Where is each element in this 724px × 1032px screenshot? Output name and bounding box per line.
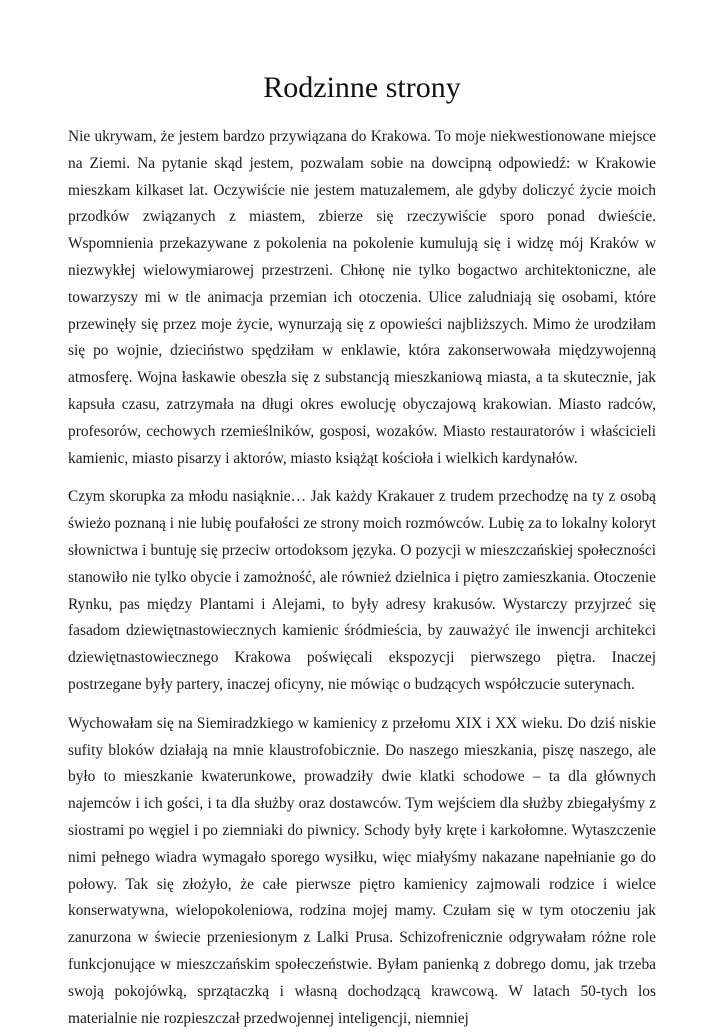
paragraph-3: Wychowałam się na Siemiradzkiego w kamienicy z przełomu XIX i XX wieku. Do dziś niskie sufity bloków działają na mnie klaustrofobicznie. Do naszego mieszkania, piszę naszego, ale było to mieszkanie kwaterunkowe, prowadziły dwie klatki schodowe – ta dla głównych najemców i ich gości, i ta dla służby oraz dostawców. Tym wejściem dla służby zbiegałyśmy z siostrami po węgiel i po ziemniaki do piwnicy. Schody były kręte i karkołomne. Wytaszczenie nimi pełnego wiadra wymagało sporego wysiłku, więc miałyśmy nakazane napełnianie go do połowy. Tak się złożyło, że całe pierwsze piętro kamienicy zajmowali rodzice i wielce konserwatywna, wielopokoleniowa, rodzina mojej mamy. Czułam się w tym otoczeniu jak zanurzona w świecie przeniesionym z Lalki Prusa. Schizofrenicznie odgrywałam różne role funkcjonujące w mieszczańskim społeczeństwie. Byłam panienką z dobrego domu, jak trzeba swoją pokojówką, sprzątaczką i własną dochodzącą krawcową. W latach 50-tych los materialnie nie rozpieszczał przedwojennej inteligencji, niemniej bbox=[68, 714, 656, 1027]
paragraph-1: Nie ukrywam, że jestem bardzo przywiązana do Krakowa. To moje niekwestionowane miejsce na Ziemi. Na pytanie skąd jestem, pozwalam sobie na dowcipną odpowiedź: w Krakowie mieszkam kilkaset lat. Oczywiście nie jestem matuzalemem, ale gdyby doliczyć życie moich przodków związanych z miastem, zbierze się rzeczywiście sporo ponad dwieście. Wspomnienia przekazywane z pokolenia na pokolenie kumulują się i widzę mój Kraków w niezwykłej wielowymiarowej przestrzeni. Chłonę nie tylko bogactwo architektoniczne, ale towarzyszy mi w tle animacja przemian ich otoczenia. Ulice zaludniają się osobami, które przewinęły się przez moje życie, wynurzają się z opowieści najbliższych. Mimo że urodziłam się po wojnie, dzieciństwo spędziłam w enklawie, która zakonserwowała międzywojenną atmosferę. Wojna łaskawie obeszła się z substancją mieszkaniową miasta, a ta skutecznie, jak kapsuła czasu, zatrzymała na długi okres ewolucję obyczajową krakowian. Miasto radców, profesorów, cechowych rzemieślników, gosposi, wozaków. Miasto restauratorów i właścicieli kamienic, miasto pisarzy i aktorów, miasto książąt kościoła i wielkich kardynałów. bbox=[68, 128, 656, 467]
document-page bbox=[68, 0, 656, 1032]
paragraph-2: Czym skorupka za młodu nasiąknie… Jak każdy Krakauer z trudem przechodzę na ty z osobą świeżo poznaną i nie lubię poufałości ze strony moich rozmówców. Lubię za to lokalny koloryt słownictwa i buntuję się przeciw ortodoksom języka. O pozycji w mieszczańskiej społeczności stanowiło nie tylko obycie i zamożność, ale również dzielnica i piętro zamieszkania. Otoczenie Rynku, pas między Plantami i Alejami, to były adresy krakusów. Wystarczy przyjrzeć się fasadom dziewiętnastowiecznych kamienic śródmieścia, by zauważyć ile inwencji architekci dziewiętnastowiecznego Krakowa poświęcali ekspozycji pierwszego piętra. Inaczej postrzegane były partery, inaczej oficyny, nie mówiąc o budzących współczucie suterynach. bbox=[68, 488, 656, 693]
document-title: Rodzinne strony bbox=[263, 71, 461, 104]
